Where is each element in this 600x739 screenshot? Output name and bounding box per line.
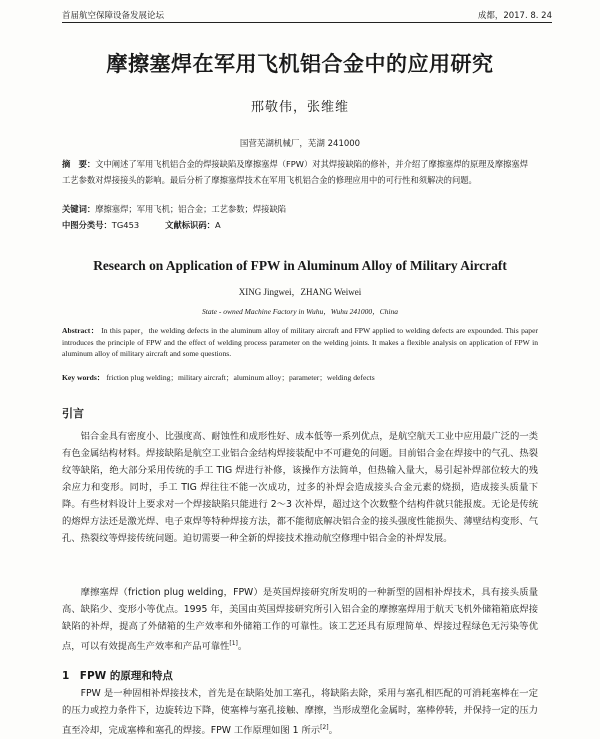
running-header [62, 8, 552, 22]
section-1-paragraph-1: FPW 是一种固相补焊接技术，首先是在缺陷处加工塞孔，将缺陷去除，采用与塞孔相匹配的可消耗塞棒在一定的压力或控力条件下，边旋转边下降，使塞棒与塞孔接触、摩擦，当形成塑化金属时，塞棒停转，并保持一定的压力直至冷却，完成塞棒和塞孔的焊接。FPW 工作原理如图 1 所示[2]。 [62, 688, 538, 737]
authors-zh: 邢敬伟，张维维 [250, 100, 349, 115]
keywords-zh-text: 摩擦塞焊；军用飞机；铝合金；工艺参数；焊接缺陷 [95, 204, 287, 214]
intro-paragraph-2-text: 摩擦塞焊（friction plug welding，FPW）是英国焊接研究所发明的一种新型的固相补焊技术，具有接头质量高、缺陷少、变形小等优点。1995 年，美国由英国焊接研究所引入铝合金的摩擦塞焊用于航天飞机外储箱箱底焊接缺陷的补焊，提高了外储箱的生产效率和外储箱工作的可靠性。该工艺还具有原理简单、焊接过程绿色无污染等优点，可以有效提高生产效率和产品可靠性 [62, 587, 538, 653]
section-1-heading: 1 FPW 的原理和特点 [62, 670, 173, 682]
journal-name: 首届航空保障设备发展论坛 [62, 11, 165, 21]
title-zh: 摩擦塞焊在军用飞机铝合金中的应用研究 [106, 52, 494, 76]
intro-paragraph-1: 铝合金具有密度小、比强度高、耐蚀性和成形性好、成本低等一系列优点，是航空航天工业中应用最广泛的一类有色金属结构材料。焊接缺陷是航空工业铝合金结构焊接装配中不可避免的问题。目前铝合金在焊接中的气孔、热裂纹等缺陷，绝大部分采用传统的手工 TIG 焊进行补修，该操作方法简单，但热输入量大，易引起补焊部位较大的残余应力和变形。同时，手工 TIG 焊往往不能一次成功，过多的补焊会造成接头合金元素的烧损，造成接头质量下降。有些材料设计上要求对一个焊接缺陷只能进行 2～3 次补焊，超过这个次数整个结构件就只能报废。无论是传统的熔焊方法还是激光焊、电子束焊等特种焊接方法，都不能彻底解决铝合金的接头强度性能损失、薄壁结构变形、气孔、热裂纹等焊接传统问题。迫切需要一种全新的焊接技术推动航空修理中铝合金的补焊发展。 [62, 431, 538, 544]
authors-en: XING Jingwei，ZHANG Weiwei [238, 287, 362, 297]
section-1-paragraph-1-text: FPW 是一种固相补焊接技术，首先是在缺陷处加工塞孔，将缺陷去除，采用与塞孔相匹配的可消耗塞棒在一定的压力或控力条件下，边旋转边下降，使塞棒与塞孔接触、摩擦，当形成塑化金属时，塞棒停转，并保持一定的压力直至冷却，完成塞棒和塞孔的焊接。FPW 工作原理如图 1 所示 [62, 688, 538, 737]
abstract-en-text: In this paper，the welding defects in the aluminum alloy of military aircraft and FPW applied to welding defects are expounded. This paper introduces the principle of FPW and the effect of welding process parameter on the welding joints. It makes a flexible analysis on application of FPW in aluminum alloy of military aircraft and some questions. [62, 326, 538, 358]
keywords-zh [62, 203, 536, 215]
keywords-zh-label: 关键词： [62, 204, 96, 214]
abstract-zh-text: 文中阐述了军用飞机铝合金的焊接缺陷及摩擦塞焊（FPW）对其焊接缺陷的修补，并介绍了摩擦塞焊的原理及摩擦塞焊工艺参数对焊接接头的影响。最后分析了摩擦塞焊技术在军用飞机铝合金的修理应用中的可行性和须解决的问题。 [62, 159, 529, 185]
affiliation-zh: 国营芜湖机械厂，芜湖 241000 [239, 139, 361, 149]
title-en: Research on Application of FPW in Aluminum Alloy of Military Aircraft [93, 258, 507, 273]
abstract-zh [62, 156, 536, 188]
abstract-en-label: Abstract： [62, 326, 99, 335]
header-rule [62, 22, 552, 23]
citation-ref-1: [1] [229, 640, 238, 647]
keywords-en [62, 372, 538, 383]
abstract-zh-label: 摘 要： [62, 159, 96, 169]
intro-paragraph-2: 摩擦塞焊（friction plug welding，FPW）是英国焊接研究所发明的一种新型的固相补焊技术，具有接头质量高、缺陷少、变形小等优点。1995 年，美国由英国焊接研究所引入铝合金的摩擦塞焊用于航天飞机外储箱箱底焊接缺陷的补焊，提高了外储箱的生产效率和外储箱工作的可靠性。该工艺还具有原理简单、焊接过程绿色无污染等优点，可以有效提高生产效率和产品可靠性[1]。 [62, 587, 538, 653]
location-date: 成都，2017. 8. 24 [477, 11, 552, 21]
affiliation-en: State - owned Machine Factory in Wuhu，Wuhu 241000，China [201, 307, 399, 316]
clc-value: TG453 [111, 220, 140, 230]
keywords-en-text: friction plug welding；military aircraft；aluminum alloy；parameter；welding defects [106, 373, 375, 382]
intro-heading: 引言 [62, 407, 84, 420]
citation-ref-2: [2] [320, 724, 329, 731]
abstract-en [62, 325, 538, 360]
keywords-en-label: Key words： [62, 373, 105, 382]
doc-code-value: A [214, 220, 221, 230]
classification-zh [62, 219, 221, 231]
doc-code-label: 文献标识码： [165, 220, 215, 230]
clc-label: 中图分类号： [62, 220, 112, 230]
